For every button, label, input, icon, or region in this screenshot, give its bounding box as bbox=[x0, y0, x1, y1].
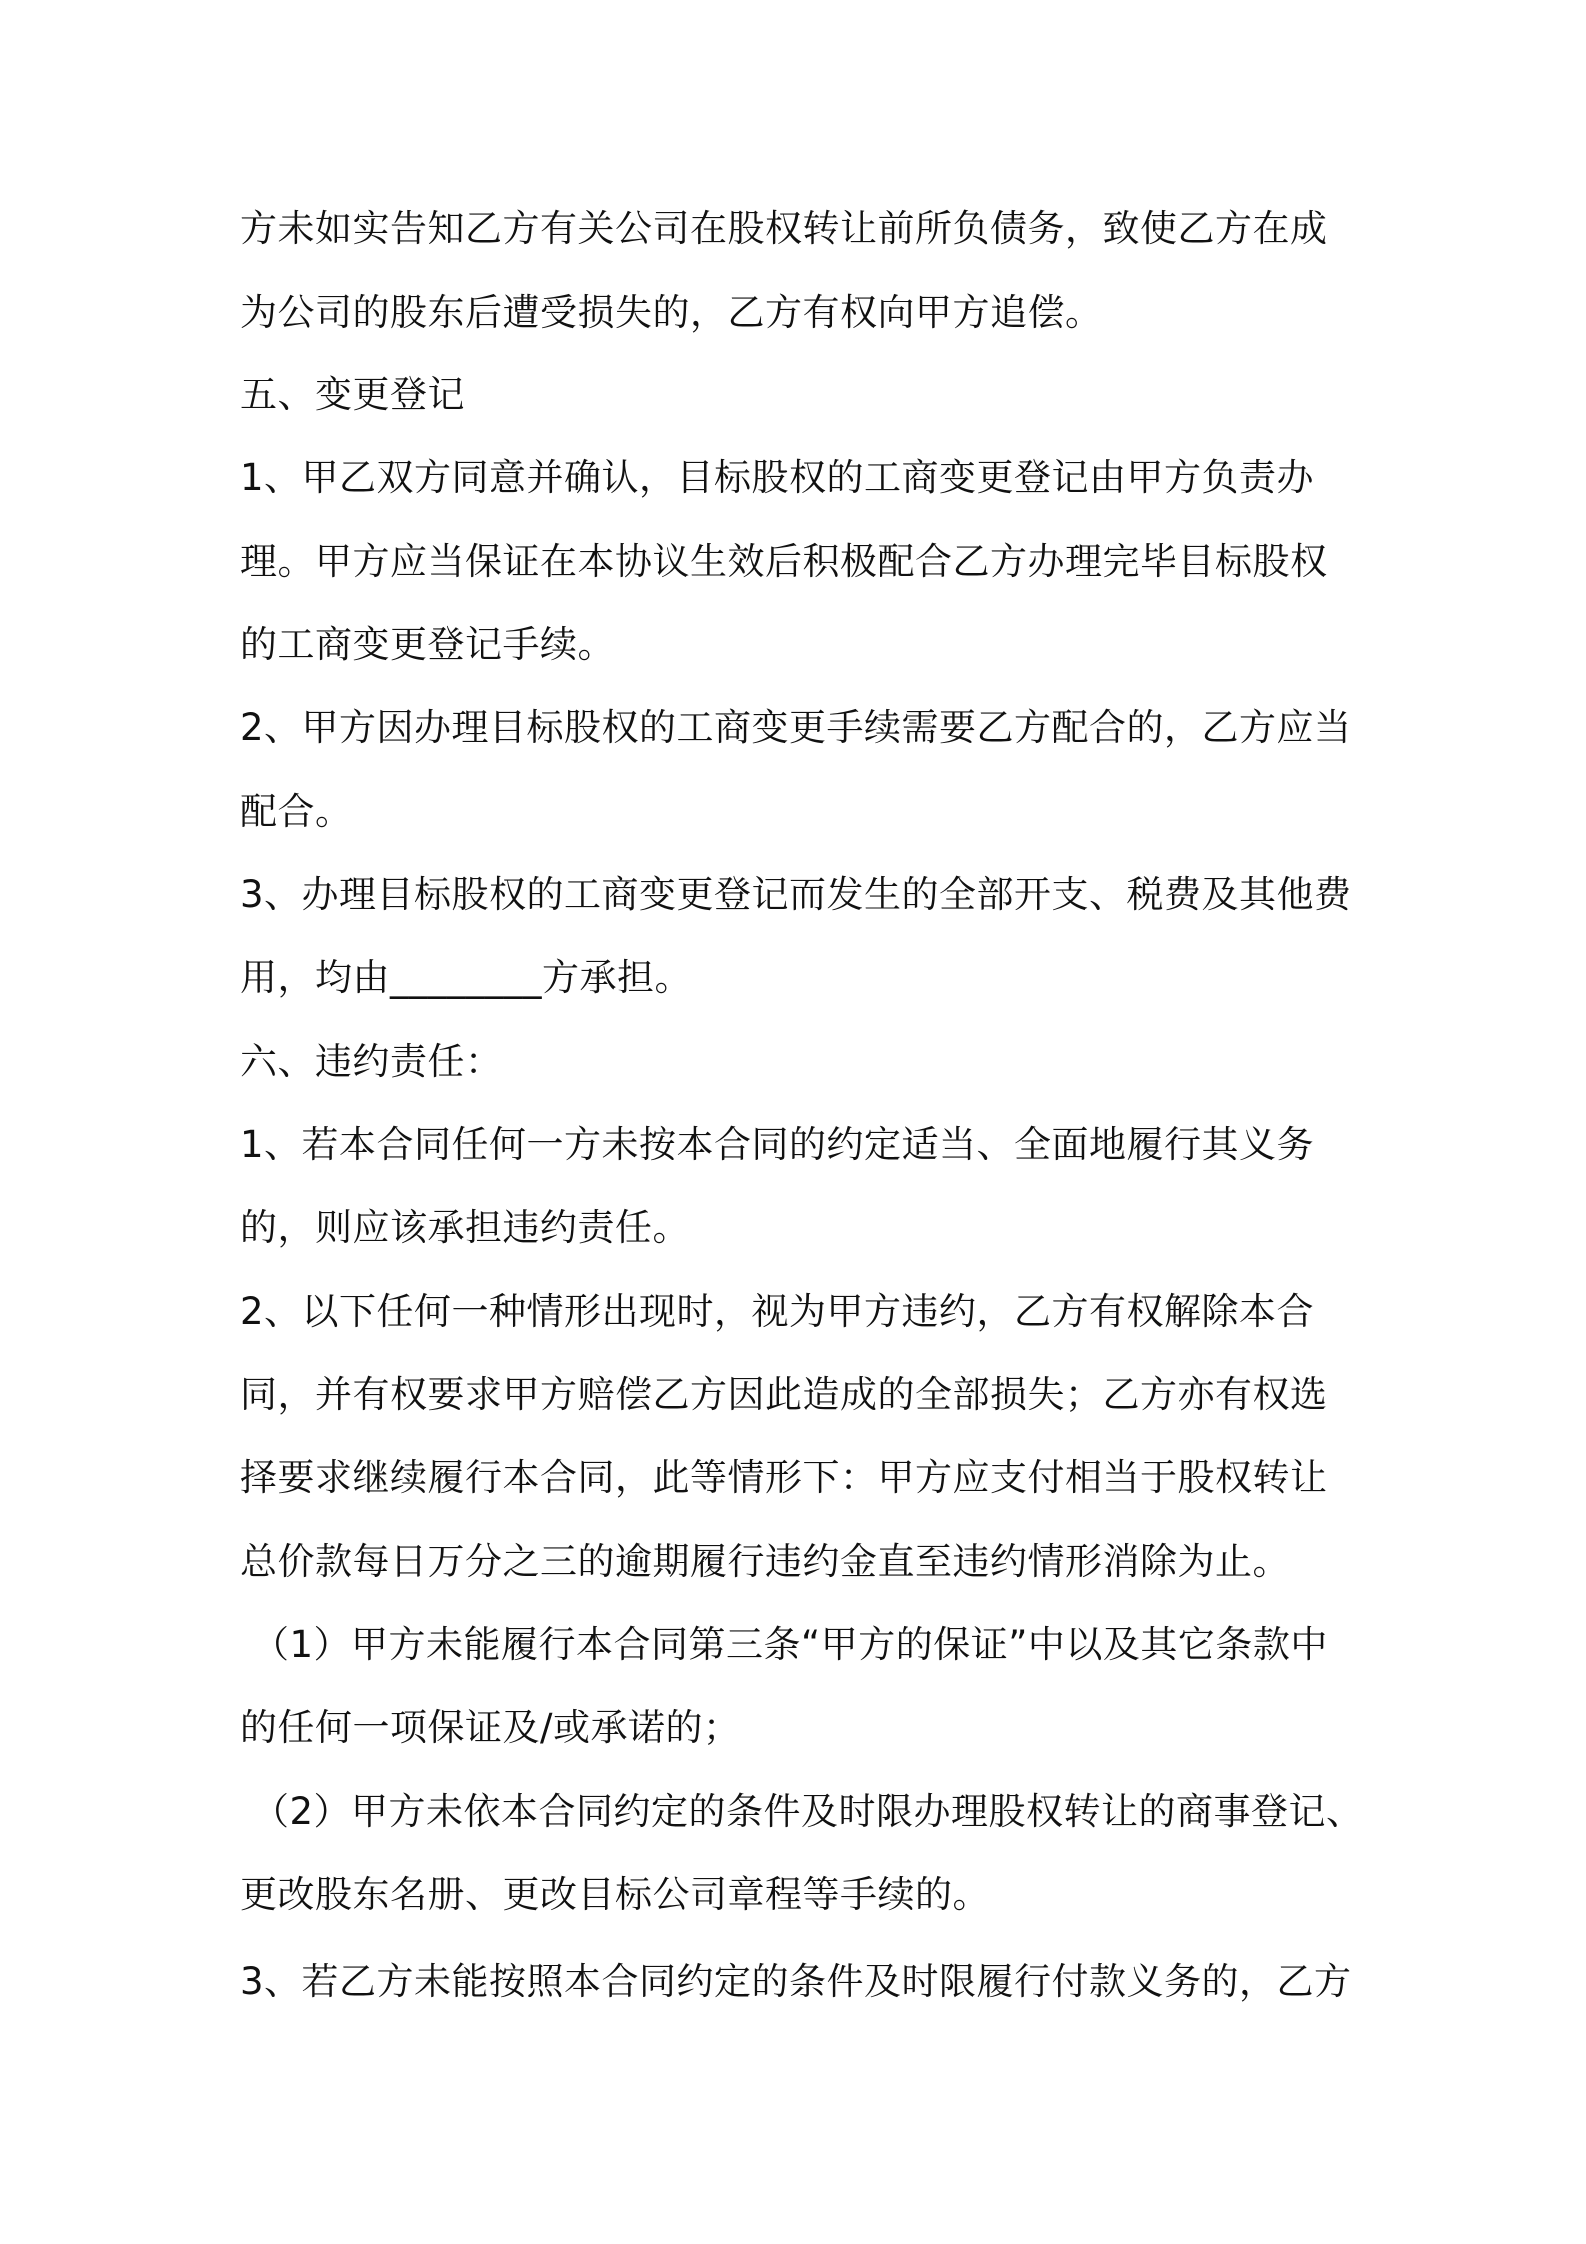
text-line: 为公司的股东后遭受损失的，乙方有权向甲方追偿。 bbox=[240, 291, 1103, 334]
text-line: 3、办理目标股权的工商变更登记而发生的全部开支、税费及其他费 bbox=[240, 873, 1352, 916]
text-line: 更改股东名册、更改目标公司章程等手续的。 bbox=[240, 1873, 990, 1916]
text-line: 1、若本合同任何一方未按本合同的约定适当、全面地履行其义务 bbox=[240, 1123, 1315, 1166]
text-line: 配合。 bbox=[240, 790, 353, 833]
text-line: 总价款每日万分之三的逾期履行违约金直至违约情形消除为止。 bbox=[240, 1540, 1290, 1583]
text-line: 方未如实告知乙方有关公司在股权转让前所负债务，致使乙方在成 bbox=[240, 207, 1328, 250]
text-line: （1）甲方未能履行本合同第三条“甲方的保证”中以及其它条款中 bbox=[252, 1623, 1328, 1666]
text-line: 的工商变更登记手续。 bbox=[240, 623, 615, 666]
text-line: 的任何一项保证及/或承诺的； bbox=[240, 1706, 741, 1749]
text-line: 1、甲乙双方同意并确认，目标股权的工商变更登记由甲方负责办 bbox=[240, 456, 1315, 499]
text-line: （2）甲方未依本合同约定的条件及时限办理股权转让的商事登记、 bbox=[252, 1790, 1364, 1833]
section-heading: 六、违约责任： bbox=[240, 1040, 503, 1083]
text-line: 同，并有权要求甲方赔偿乙方因此造成的全部损失；乙方亦有权选 bbox=[240, 1373, 1328, 1416]
text-line: 3、若乙方未能按照本合同约定的条件及时限履行付款义务的，乙方 bbox=[240, 1960, 1352, 2003]
text-line: 择要求继续履行本合同，此等情形下：甲方应支付相当于股权转让 bbox=[240, 1456, 1328, 1499]
text-line: 的，则应该承担违约责任。 bbox=[240, 1206, 690, 1249]
text-line: 2、以下任何一种情形出现时，视为甲方违约，乙方有权解除本合 bbox=[240, 1290, 1315, 1333]
section-heading: 五、变更登记 bbox=[240, 373, 465, 416]
text-line: 2、甲方因办理目标股权的工商变更手续需要乙方配合的，乙方应当 bbox=[240, 706, 1352, 749]
text-line: 理。甲方应当保证在本协议生效后积极配合乙方办理完毕目标股权 bbox=[240, 540, 1328, 583]
text-line: 用，均由________方承担。 bbox=[240, 956, 692, 999]
